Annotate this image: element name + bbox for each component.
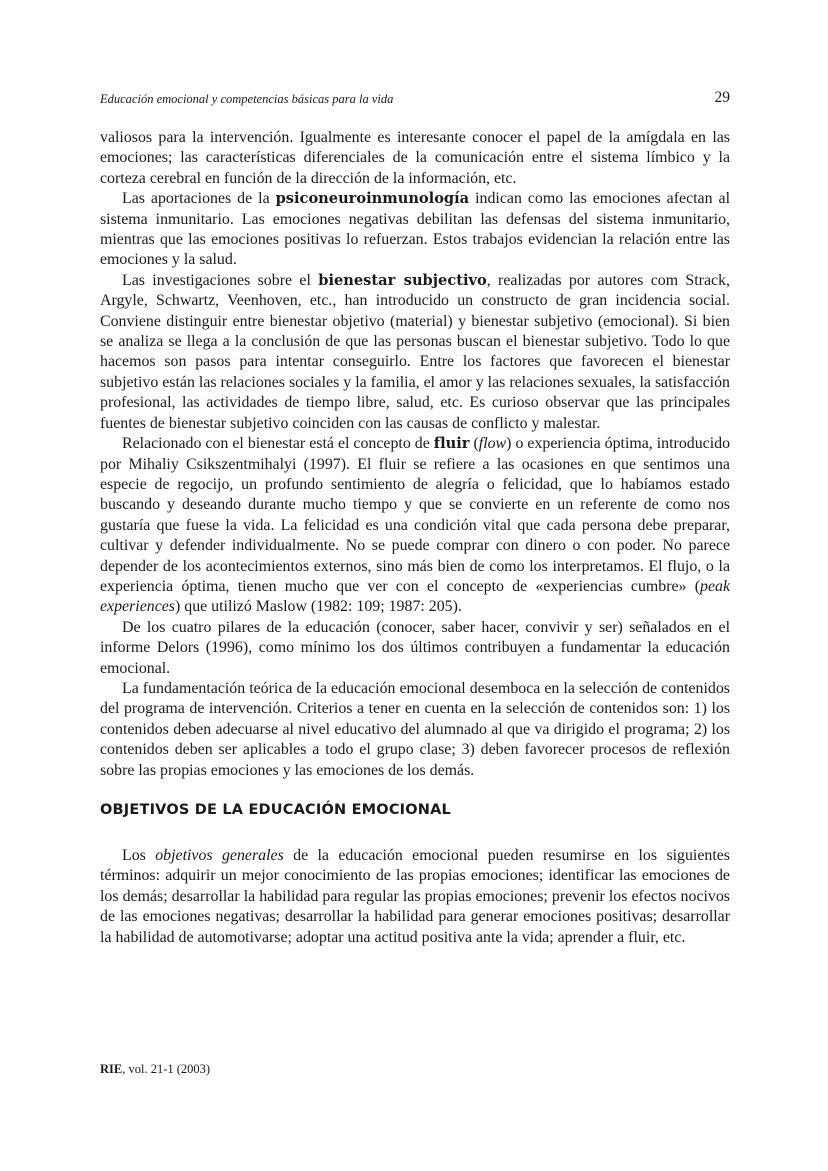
paragraph-5 xyxy=(100,618,730,679)
footer-volume: , vol. 21-1 (2003) xyxy=(122,1062,211,1076)
running-header xyxy=(100,90,730,110)
section-heading: OBJETIVOS DE LA EDUCACIÓN EMOCIONAL xyxy=(100,802,451,818)
term-fluir: fluir xyxy=(433,435,470,453)
paragraph-4 xyxy=(100,434,730,618)
paragraph-6 xyxy=(100,679,730,781)
body-text xyxy=(100,128,730,948)
paragraph-4-mid1: ( xyxy=(469,435,479,453)
section-paragraph-1-before: Los xyxy=(122,847,156,864)
footer-citation xyxy=(100,1062,210,1077)
footer-journal: RIE xyxy=(100,1062,123,1076)
paragraph-4-after: ) que utilizó Maslow (1982: 109; 1987: 205). xyxy=(175,598,462,616)
paragraph-1 xyxy=(100,128,730,189)
paragraph-5-text: De los cuatro pilares de la educación (conocer, saber hacer, convivir y ser) señalados en el informe Delors (1996), como mínimo los dos últimos contribuyen a fundamentar la educación emocional. xyxy=(100,618,730,677)
section-paragraph-1 xyxy=(100,846,730,948)
paragraph-4-before: Relacionado con el bienestar está el concepto de xyxy=(122,435,434,453)
paragraph-6-text: La fundamentación teórica de la educación emocional desemboca en la selección de contenidos del programa de intervención. Criterios a tener en cuenta en la selección de contenidos son: 1) los contenidos deben adecuarse al nivel educativo del alumnado al que va dirigido el programa; 2) los contenidos deben ser aplicables a todo el grupo clase; 3) deben favorecer procesos de reflexión sobre las propias emociones y las emociones de los demás. xyxy=(100,679,730,779)
term-objetivos-generales: objetivos generales xyxy=(155,847,284,864)
section-paragraph-1-after: de la educación emocional pueden resumirse en los siguientes términos: adquirir un mejor conocimiento de las propias emociones; identificar las emociones de los demás; desarrollar la habilidad para regular las propias emociones; prevenir los efectos nocivos de las emociones negativas; desarrollar la habilidad para generar emociones positivas; desarrollar la habilidad de automotivarse; adoptar una actitud positiva ante la vida; aprender a fluir, etc. xyxy=(100,847,730,946)
term-flow: flow xyxy=(478,435,507,453)
paragraph-1-text: valiosos para la intervención. Igualmente es interesante conocer el papel de la amígdala en las emociones; las características diferenciales de la comunicación entre el sistema límbico y la corteza cerebral en función de la dirección de la información, etc. xyxy=(100,129,730,187)
page-number: 29 xyxy=(714,89,730,106)
paragraph-3 xyxy=(100,271,730,434)
term-bienestar-subjectivo: bienestar subjectivo xyxy=(318,271,487,289)
running-title: Educación emocional y competencias básicas para la vida xyxy=(100,92,394,106)
term-peak-experiences: peak experiences xyxy=(100,577,730,616)
paragraph-2-before: Las aportaciones de la xyxy=(122,190,276,208)
paragraph-3-before: Las investigaciones sobre el xyxy=(122,271,319,289)
paragraph-4-mid2: ) o experiencia óptima, introducido por Mihaliy Csikszentmihalyi (1997). El fluir se refiere a las ocasiones en que sentimos una especie de regocijo, un profundo sentimiento de alegría o felicidad, que lo habíamos estado buscando y deseando durante mucho tiempo y que se convierte en un referente de como nos gustaría que fuese la vida. La felicidad es una condición vital que cada persona debe preparar, cultivar y defender individualmente. No se puede comprar con dinero o con poder. No parece depender de los acontecimientos externos, sino más bien de como los interpretamos. El flujo, o la experiencia óptima, tienen mucho que ver con el concepto de «experiencias cumbre» ( xyxy=(100,435,731,595)
paragraph-2-after: indican como las emociones afectan al sistema inmunitario. Las emociones negativas debilitan las defensas del sistema inmunitario, mientras que las emociones positivas lo refuerzan. Estos trabajos evidencian la relación entre las emociones y la salud. xyxy=(100,190,730,269)
paragraph-3-after: , realizadas por autores com Strack, Argyle, Schwartz, Veenhoven, etc., han introducido un constructo de gran incidencia social. Conviene distinguir entre bienestar objetivo (material) y bienestar subjetivo (emocional). Si bien se analiza se llega a la conclusión de que las personas buscan el bienestar subjetivo. Todo lo que hacemos son pasos para intentar conseguirlo. Entre los factores que favorecen el bienestar subjetivo están las relaciones sociales y la familia, el amor y las relaciones sexuales, la satisfacción profesional, las actividades de tiempo libre, salud, etc. Es curioso observar que las principales fuentes de bienestar subjetivo coinciden con las causas de conflicto y malestar. xyxy=(100,271,730,432)
term-psiconeuroinmunologia: psiconeuroinmunología xyxy=(275,190,470,208)
paragraph-2 xyxy=(100,189,730,271)
